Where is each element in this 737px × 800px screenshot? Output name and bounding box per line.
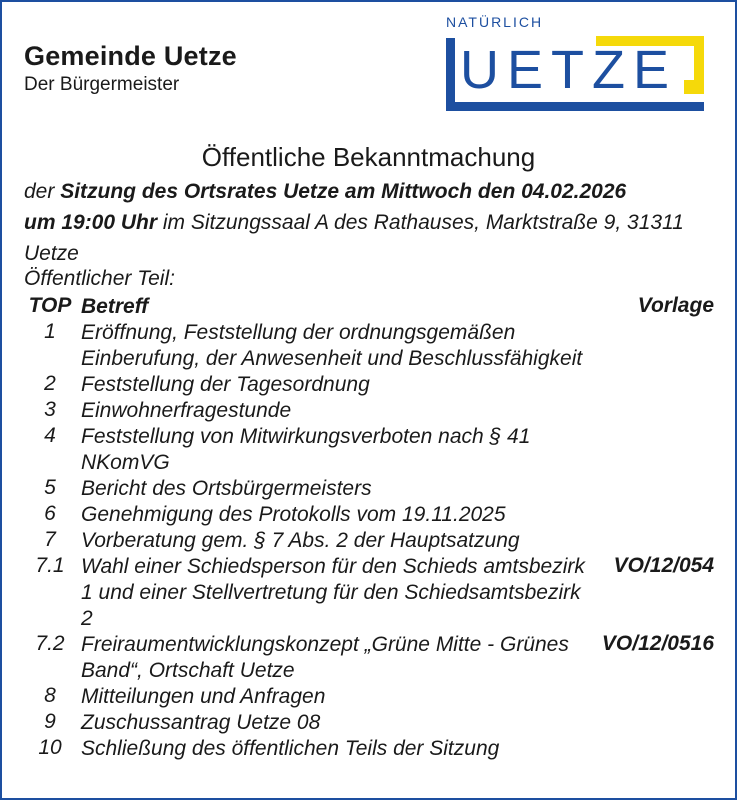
agenda-subject: Mitteilungen und Anfragen (81, 685, 326, 708)
agenda-row (24, 554, 724, 632)
agenda-subject: Vorberatung gem. § 7 Abs. 2 der Hauptsatzung (81, 529, 520, 552)
agenda-top: 7.1 (35, 554, 65, 577)
col-subject: Betreff (81, 295, 149, 318)
notice-title: Öffentliche Bekanntmachung (201, 142, 536, 172)
agenda-top: 9 (44, 710, 56, 733)
agenda-subject: Genehmigung des Protokolls vom 19.11.2025 (81, 503, 506, 526)
agenda-row (24, 710, 724, 736)
agenda-subject: Eröffnung, Feststellung der ordnungsgemäßen Einberufung, der Anwesenheit und Beschlussfähigkeit (81, 321, 583, 370)
logo-bar-bottom (446, 102, 704, 111)
office-name: Der Bürgermeister (24, 74, 180, 95)
agenda-row (24, 502, 724, 528)
agenda-subject: Wahl einer Schiedsperson für den Schieds amtsbezirk 1 und einer Stellvertretung für den Schiedsamtsbezirk 2 (81, 555, 585, 630)
agenda-table (24, 294, 724, 762)
intro-prefix: der (24, 180, 61, 203)
intro-location: im Sitzungssaal A des Rathauses, Marktstraße 9, 31311 Uetze (24, 211, 684, 265)
agenda-top: 7 (44, 528, 56, 551)
agenda-row (24, 632, 724, 684)
municipality-name: Gemeinde Uetze (24, 41, 237, 71)
agenda-row (24, 372, 724, 398)
agenda-subject: Einwohnerfragestunde (81, 399, 292, 422)
agenda-subject: Bericht des Ortsbürgermeisters (81, 477, 372, 500)
agenda-row (24, 424, 724, 476)
agenda-row (24, 528, 724, 554)
intro-time: um 19:00 Uhr (24, 211, 158, 234)
notice-intro (24, 176, 714, 269)
logo-word: UETZE (460, 40, 678, 100)
agenda-row (24, 398, 724, 424)
agenda-top: 7.2 (35, 632, 65, 655)
agenda-top: 2 (44, 372, 56, 395)
agenda-subject: Zuschussantrag Uetze 08 (81, 711, 321, 734)
agenda-top: 1 (44, 320, 56, 343)
col-template: Vorlage (637, 294, 714, 317)
agenda-top: 6 (44, 502, 56, 525)
agenda-row (24, 736, 724, 762)
agenda-subject: Feststellung der Tagesordnung (81, 373, 370, 396)
agenda-subject: Freiraumentwicklungskonzept „Grüne Mitte - Grünes Band“, Ortschaft Uetze (81, 633, 569, 682)
agenda-top: 4 (44, 424, 56, 447)
agenda-top: 10 (38, 736, 62, 759)
agenda-subject: Schließung des öffentlichen Teils der Sitzung (81, 737, 500, 760)
logo-accent-dot (684, 80, 702, 94)
col-top: TOP (28, 294, 72, 317)
agenda-subject: Feststellung von Mitwirkungsverboten nach § 41 NKomVG (81, 425, 531, 474)
agenda-top: 3 (44, 398, 56, 421)
agenda-top: 8 (44, 684, 56, 707)
agenda-row (24, 320, 724, 372)
uetze-logo (446, 14, 706, 112)
agenda-header-row (24, 294, 724, 320)
header (24, 40, 237, 96)
agenda-top: 5 (44, 476, 56, 499)
agenda-row (24, 684, 724, 710)
agenda-template: VO/12/0516 (601, 632, 714, 655)
logo-tagline: NATÜRLICH (446, 14, 544, 30)
logo-bar-left (446, 38, 455, 110)
agenda-template: VO/12/054 (613, 554, 714, 577)
agenda-row (24, 476, 724, 502)
intro-session: Sitzung des Ortsrates Uetze am Mittwoch den 04.02.2026 (60, 180, 627, 203)
section-heading: Öffentlicher Teil: (24, 267, 175, 290)
